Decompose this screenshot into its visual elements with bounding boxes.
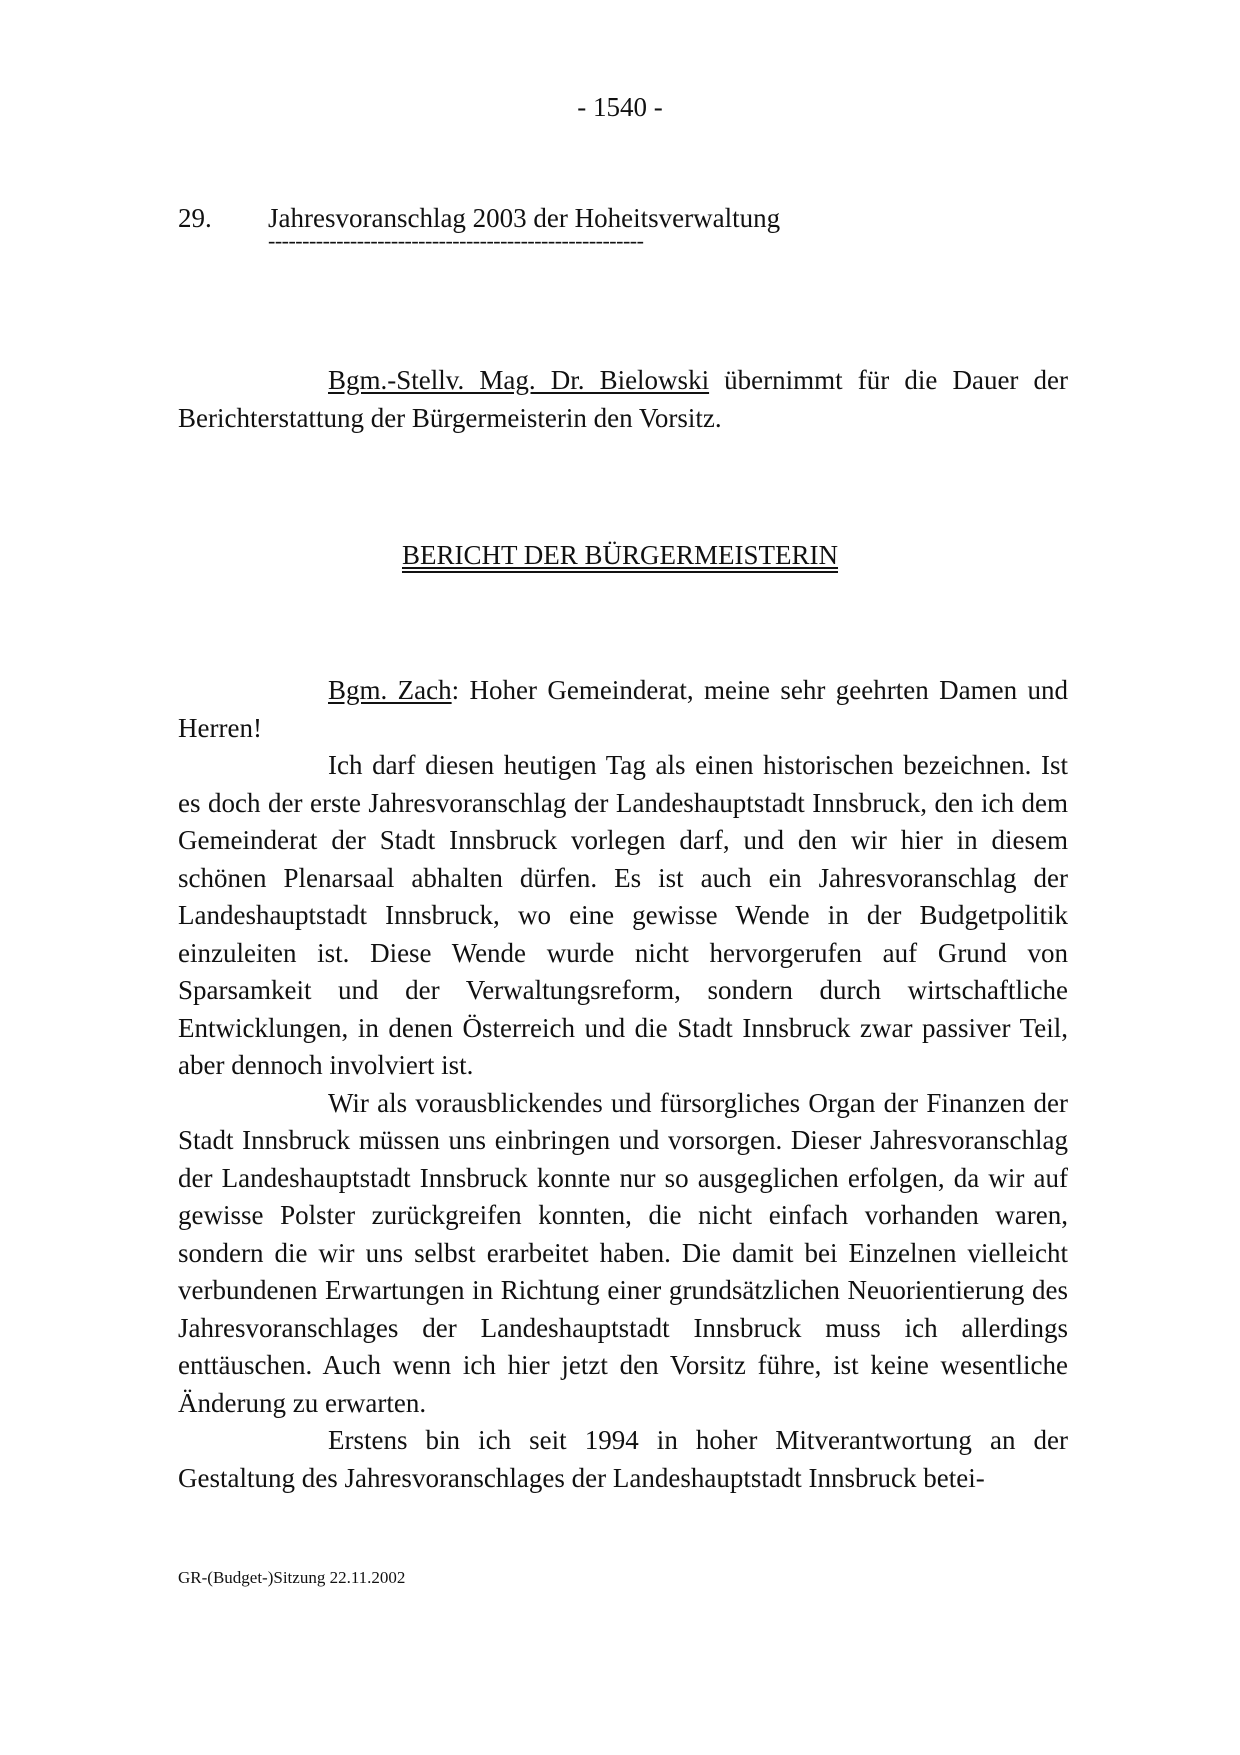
footer-session-info: GR-(Budget-)Sitzung 22.11.2002 (178, 1568, 406, 1587)
speech-paragraph: Ich darf diesen heutigen Tag als einen historischen bezeichnen. Ist es doch der erste Jahresvoranschlag der Landeshauptstadt Innsbruck, den ich dem Gemeinderat der Stadt Innsbruck vorlegen darf, und den wir hier in diesem schönen Plenarsaal abhalten dürfen. Es ist auch ein Jahresvoranschlag der Landeshauptstadt Innsbruck, wo eine gewisse Wende in der Budgetpolitik einzuleiten ist. Diese Wende wurde nicht hervorgerufen auf Grund von Sparsamkeit und der Verwaltungsreform, sondern durch wirtschaftliche Entwicklungen, in denen Österreich und die Stadt Innsbruck zwar passiver Teil, aber dennoch involviert ist. (178, 750, 1068, 1080)
agenda-item-number: 29. (178, 203, 212, 233)
section-heading-text: BERICHT DER BÜRGERMEISTERIN (401, 540, 839, 570)
intro-text: übernimmt für die Dauer der Berichterstattung der Bürgermeisterin den Vorsitz. (178, 365, 1068, 433)
intro-paragraph (178, 362, 1068, 437)
speech-paragraph: Erstens bin ich seit 1994 in hoher Mitverantwortung an der Gestaltung des Jahresvoranschlages der Landeshauptstadt Innsbruck betei- (178, 1425, 1068, 1493)
page-number: - 1540 - (577, 92, 663, 122)
speech-body (178, 672, 1068, 1497)
speech-opening-paragraph (178, 672, 1068, 747)
intro-speaker: Bgm.-Stellv. Mag. Dr. Bielowski (328, 365, 710, 395)
speech-paragraph: Wir als vorausblickendes und fürsorgliches Organ der Finanzen der Stadt Innsbruck müssen uns einbringen und vorsorgen. Dieser Jahresvoranschlag der Landeshauptstadt Innsbruck konnte nur so ausgeglichen erfolgen, da wir auf gewisse Polster zurückgreifen konnten, die nicht einfach vorhanden waren, sondern die wir uns selbst erarbeitet haben. Die damit bei Einzelnen vielleicht verbundenen Erwartungen in Richtung einer grundsätzlichen Neuorientierung des Jahresvoranschlages der Landeshauptstadt Innsbruck muss ich allerdings enttäuschen. Auch wenn ich hier jetzt den Vorsitz führe, ist keine wesentliche Änderung zu erwarten. (178, 1087, 1068, 1418)
speech-speaker: Bgm. Zach (328, 675, 452, 705)
section-heading (0, 540, 1240, 571)
agenda-item-title-rule: ------------------------------------------------------- (268, 228, 644, 253)
speech-opening: : Hoher Gemeinderat, meine sehr geehrten Damen und Herren! (178, 675, 1068, 743)
agenda-item-title: Jahresvoranschlag 2003 der Hoheitsverwaltung (268, 203, 781, 233)
